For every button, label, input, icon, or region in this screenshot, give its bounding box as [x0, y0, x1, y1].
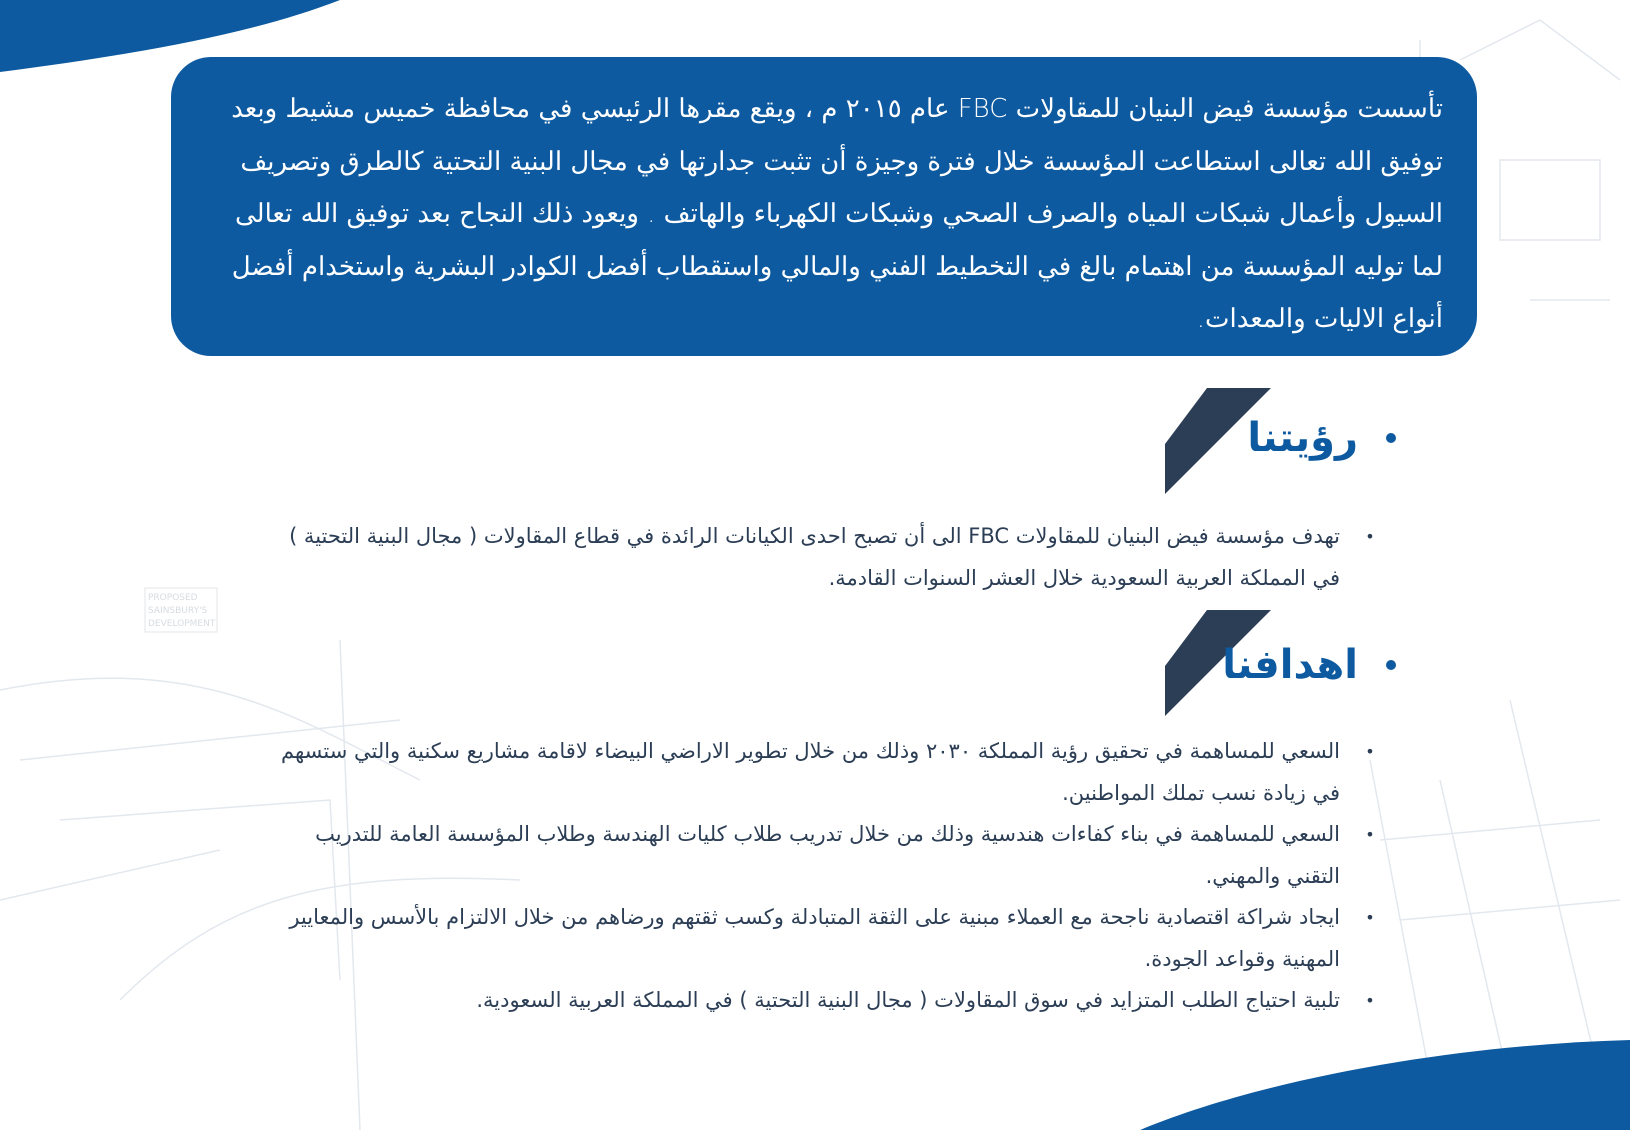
- goals-item: [260, 731, 1375, 814]
- vision-list: [280, 516, 1375, 599]
- goals-item-bullet: •: [1365, 825, 1375, 844]
- watermark-line-3: DEVELOPMENT: [148, 619, 216, 629]
- goals-item: [260, 980, 1375, 1022]
- goals-heading-text: اهدافنا: [1222, 642, 1358, 688]
- goals-item-text: السعي للمساهمة في تحقيق رؤية المملكة ٢٠٣٠ وذلك من خلال تطوير الاراضي البيضاء لاقامة مشاريع سكنية والتي ستسهم في زيادة نسب تملك المواطنين.: [280, 739, 1340, 805]
- watermark-line-1: PROPOSED: [148, 593, 198, 603]
- goals-item-text: السعي للمساهمة في بناء كفاءات هندسية وذلك من خلال تدريب طلاب كليات الهندسة وطلاب المؤسسة العامة للتدريب التقني والمهني.: [315, 822, 1340, 888]
- watermark-label: [145, 588, 217, 632]
- vision-heading: [1247, 413, 1396, 463]
- vision-heading-bullet: [1386, 433, 1396, 443]
- goals-list: [260, 731, 1375, 1022]
- intro-box: [171, 57, 1477, 356]
- goals-item-bullet: •: [1365, 742, 1375, 761]
- watermark-line-2: SAINSBURY'S: [148, 606, 208, 616]
- goals-heading-bullet: [1386, 660, 1396, 670]
- vision-item-bullet: •: [1365, 527, 1375, 546]
- goals-heading: [1222, 640, 1396, 690]
- vision-heading-text: رؤيتنا: [1247, 415, 1358, 461]
- goals-item-bullet: •: [1365, 991, 1375, 1010]
- goals-item-bullet: •: [1365, 908, 1375, 927]
- intro-paragraph: تأسست مؤسسة فيض البنيان للمقاولات FBC عام ٢٠١٥ م ، ويقع مقرها الرئيسي في محافظة خميس مشيط وبعد توفيق الله تعالى استطاعت المؤسسة خلال فترة وجيزة أن تثبت جدارتها في مجال البنية التحتية كالطرق وتصريف السيول وأعمال شبكات المياه والصرف الصحي وشبكات الكهرباء والهاتف . ويعود ذلك النجاح بعد توفيق الله تعالى لما توليه المؤسسة من اهتمام بالغ في التخطيط الفني والمالي واستقطاب أفضل الكوادر البشرية واستخدام أفضل أنواع الاليات والمعدات.: [231, 94, 1443, 334]
- vision-item: [280, 516, 1375, 599]
- bottom-right-swoosh: [1140, 1040, 1630, 1130]
- goals-item: [260, 814, 1375, 897]
- goals-item: [260, 897, 1375, 980]
- vision-item-text: تهدف مؤسسة فيض البنيان للمقاولات FBC الى أن تصبح احدى الكيانات الرائدة في قطاع المقاولات ( مجال البنية التحتية ) في المملكة العربية السعودية خلال العشر السنوات القادمة.: [289, 524, 1340, 590]
- goals-item-text: تلبية احتياج الطلب المتزايد في سوق المقاولات ( مجال البنية التحتية ) في المملكة العربية السعودية.: [476, 988, 1340, 1012]
- goals-item-text: ايجاد شراكة اقتصادية ناجحة مع العملاء مبنية على الثقة المتبادلة وكسب ثقتهم ورضاهم من خلال الالتزام بالأسس والمعايير المهنية وقواعد الجودة.: [289, 905, 1340, 971]
